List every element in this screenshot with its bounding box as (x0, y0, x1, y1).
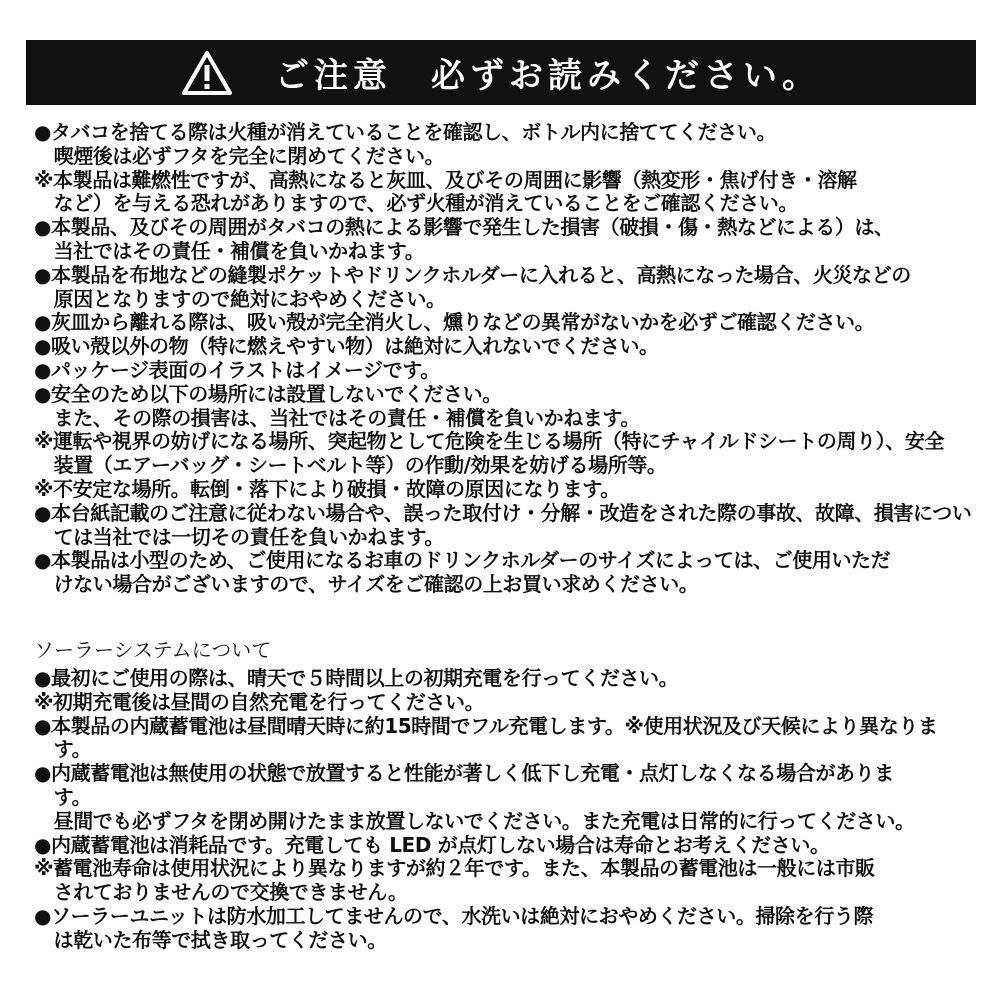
solar-notice-line: す。 (34, 784, 92, 809)
solar-notice-line: ※初期充電後は昼間の自然充電を行ってください。 (34, 689, 485, 714)
warning-header-banner (26, 40, 976, 105)
notice-line: ●灰皿から離れる際は、吸い殻が完全消火し、燻りなどの異常がないかを必ずご確認ください。 (34, 310, 875, 335)
notice-line: ●本製品を布地などの縫製ポケットやドリンクホルダーに入れると、高熱になった場合、火災などの (34, 262, 911, 287)
notice-line: ●タバコを捨てる際は火種が消えていることを確認し、ボトル内に捨ててください。 (34, 120, 777, 144)
solar-notice-line: ●内蔵蓄電池は無使用の状態で放置すると性能が著しく低下し充電・点灯しなくなる場合がありま (34, 761, 894, 786)
notice-line: ※不安定な場所。転倒・落下により破損・故障の原因になります。 (34, 476, 620, 501)
solar-notice-line: 昼間でも必ずフタを閉め開けたまま放置しないでください。また充電は日常的に行ってください。 (34, 808, 915, 833)
notice-line: ●本台紙記載のご注意に従わない場合や、誤った取付け・分解・改造をされた際の事故、故障、損害につい (34, 500, 972, 525)
solar-notice-line: は乾いた布等で拭き取ってください。 (34, 927, 387, 952)
notice-line: 当社ではその責任・補償を負いかねます。 (34, 238, 425, 263)
caution-notice-list (34, 121, 980, 597)
notice-line: ※本製品は難燃性ですが、高熱になると灰皿、及びその周囲に影響（熱変形・焦げ付き・溶解 (34, 167, 857, 192)
solar-notice-line: されておりませんので交換できません。 (34, 880, 408, 905)
notice-line: ●本製品、及びその周囲がタバコの熱による影響で発生した損害（破損・傷・熱などによる）は、 (34, 215, 894, 240)
solar-notice-line: ●最初にご使用の際は、晴天で５時間以上の初期充電を行ってください。 (34, 666, 679, 690)
notice-line: 原因となりますので絶対におやめください。 (34, 286, 446, 311)
notice-line: ●パッケージ表面のイラストはイメージです。 (34, 357, 440, 382)
notice-line: 喫煙後は必ずフタを完全に閉めてください。 (34, 143, 445, 168)
notice-line: ●吸い殻以外の物（特に燃えやすい物）は絶対に入れないでください。 (34, 334, 659, 359)
header-title: ご注意 必ずお読みください。 (275, 56, 821, 96)
solar-notice-line: ●本製品の内蔵蓄電池は昼間晴天時に約15時間でフル充電します。※使用状況及び天候により異なりま (34, 713, 938, 738)
solar-notice-line: ※蓄電池寿命は使用状況により異なりますが約２年です。また、本製品の蓄電池は一般には市販 (34, 856, 875, 881)
notice-line: ては当社では一切その責任を負いかねます。 (34, 524, 444, 549)
notice-line: ●本製品は小型のため、ご使用になるお車のドリンクホルダーのサイズによっては、ご使用いただ (34, 548, 891, 573)
notice-line: また、その際の損害は、当社ではその責任・補償を負いかねます。 (34, 405, 640, 430)
solar-notice-line: ●内蔵蓄電池は消耗品です。充電しても LED が点灯しない場合は寿命とお考えください。 (34, 832, 830, 857)
solar-section-title: ソーラーシステムについて (34, 638, 272, 662)
notice-line: けない場合がございますので、サイズをご確認の上お買い求めください。 (34, 572, 699, 597)
notice-line: など）を与える恐れがありますので、必ず火種が消えていることをご確認ください。 (34, 191, 798, 216)
solar-system-section (34, 637, 980, 953)
notice-line: ●安全のため以下の場所には設置しないでください。 (34, 381, 502, 406)
notice-line: 装置（エアーバッグ・シートベルト等）の作動/効果を妨げる場所等。 (34, 453, 667, 478)
warning-triangle-icon (181, 50, 233, 96)
notice-line: ※運転や視界の妨げになる場所、突起物として危険を生じる場所（特にチャイルドシートの周り）、安全 (34, 429, 945, 454)
solar-notice-line: す。 (34, 737, 92, 762)
solar-notice-line: ●ソーラーユニットは防水加工してませんので、水洗いは絶対におやめください。掃除を行う際 (34, 903, 874, 928)
